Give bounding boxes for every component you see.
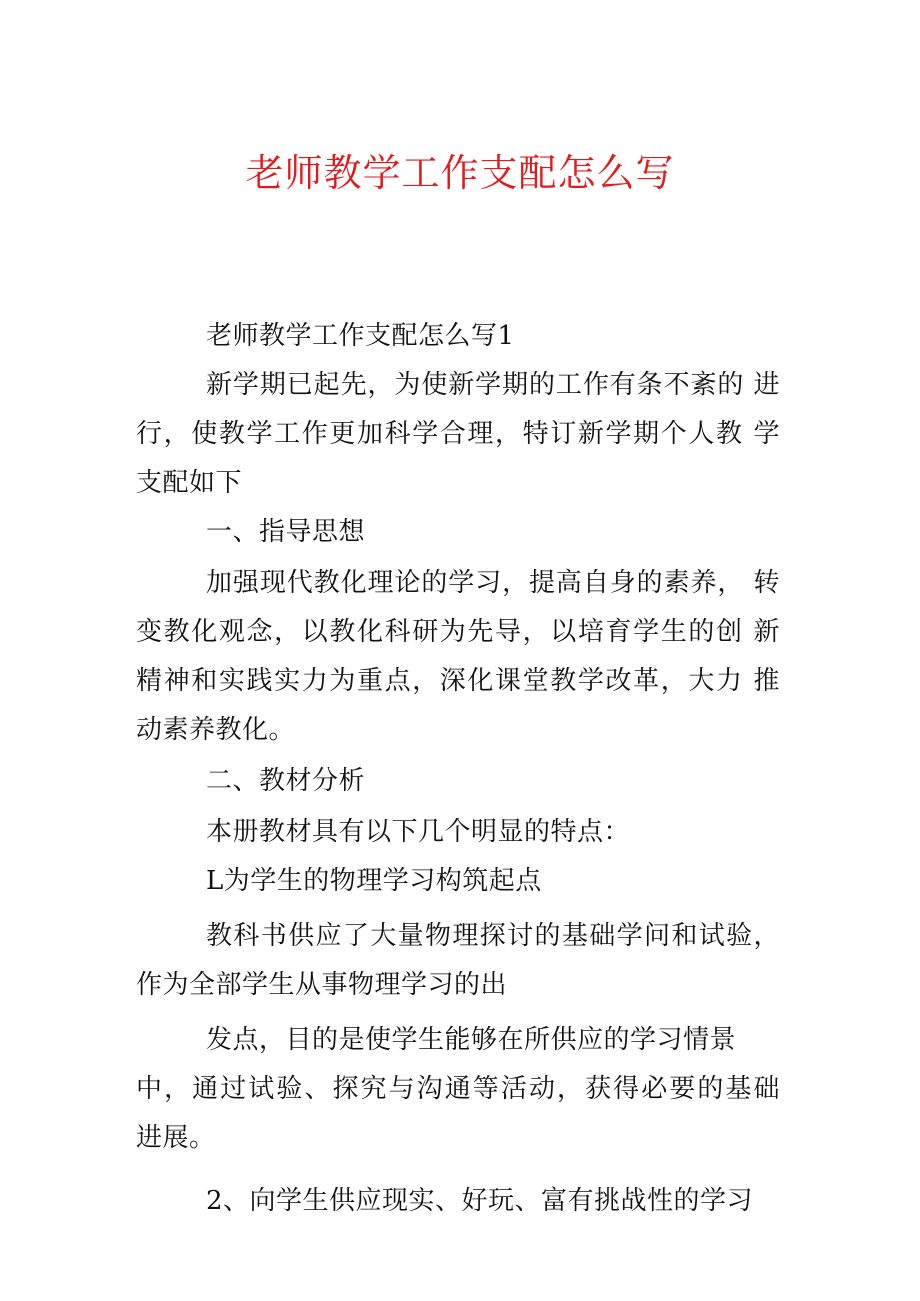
paragraph-intro: 新学期已起先，为使新学期的工作有条不紊的 进行，使教学工作更加科学合理，特订新学期个人教 学支配如下	[136, 370, 780, 498]
heading-textbook-analysis: 二、教材分析	[206, 766, 366, 796]
section-heading-1: 老师教学工作支配怎么写1	[206, 321, 515, 351]
heading-guiding-thought: 一、指导思想	[206, 517, 366, 547]
document-body	[136, 312, 780, 1226]
paragraph-item-1-continued: 发点，目的是使学生能够在所供应的学习情景	[206, 1025, 737, 1055]
list-item-1: L为学生的物理学习构筑起点	[206, 866, 542, 896]
paragraph-features: 本册教材具有以下几个明显的特点：	[206, 817, 631, 847]
paragraph-item-1-detail: 教科书供应了大量物理探讨的基础学问和试验，作为全部学生从事物理学习的出	[136, 921, 780, 1000]
document-title: 老师教学工作支配怎么写	[245, 151, 675, 195]
list-item-2: 2、向学生供应现实、好玩、富有挑战性的学习	[206, 1186, 754, 1216]
paragraph-item-1-end: 中，通过试验、探究与沟通等活动，获得必要的基础 进展。	[136, 1074, 780, 1153]
paragraph-guiding-thought: 加强现代教化理论的学习，提高自身的素养， 转变教化观念，以教化科研为先导，以培育学生的创 新精神和实践实力为重点，深化课堂教学改革，大力 推动素养教化。	[136, 568, 780, 745]
